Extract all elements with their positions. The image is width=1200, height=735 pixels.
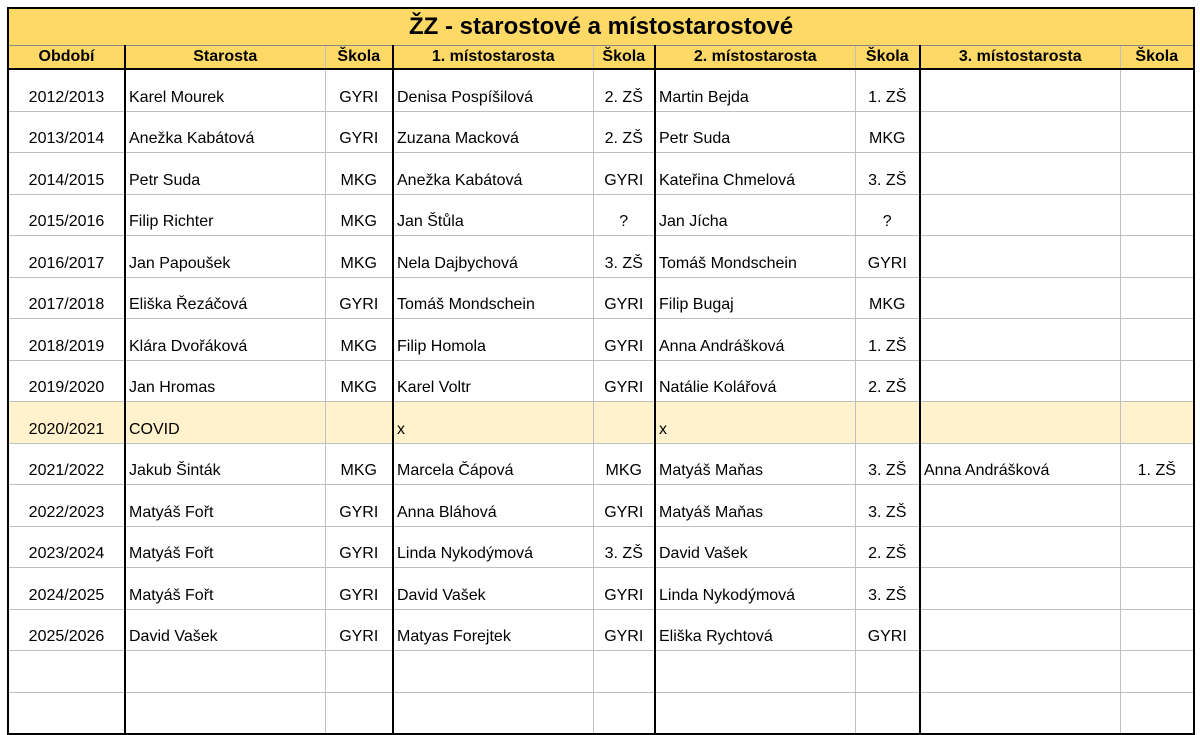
- cell-deputy1-school: GYRI: [593, 568, 655, 610]
- cell-period: 2021/2022: [8, 443, 125, 485]
- cell-mayor: Matyáš Fořt: [125, 526, 325, 568]
- cell-deputy3-school: [1120, 692, 1194, 734]
- table-row: [8, 360, 1194, 402]
- cell-deputy2: David Vašek: [655, 526, 855, 568]
- cell-deputy3-school: [1120, 609, 1194, 651]
- table-row: [8, 609, 1194, 651]
- cell-deputy2: [655, 692, 855, 734]
- cell-period: [8, 651, 125, 693]
- cell-deputy1: Zuzana Macková: [393, 111, 593, 153]
- header-deputy1: 1. místostarosta: [393, 46, 593, 70]
- header-deputy2: 2. místostarosta: [655, 46, 855, 70]
- cell-mayor-school: GYRI: [325, 609, 393, 651]
- table-row: [8, 277, 1194, 319]
- cell-deputy3: [920, 609, 1120, 651]
- cell-deputy2-school: 3. ZŠ: [855, 568, 920, 610]
- cell-period: 2025/2026: [8, 609, 125, 651]
- header-row: [8, 46, 1194, 70]
- cell-deputy1-school: 2. ZŠ: [593, 69, 655, 111]
- cell-deputy3-school: [1120, 153, 1194, 195]
- mayors-table-container: [7, 7, 1193, 672]
- cell-period: 2018/2019: [8, 319, 125, 361]
- cell-mayor: Klára Dvořáková: [125, 319, 325, 361]
- cell-mayor: Filip Richter: [125, 194, 325, 236]
- cell-deputy2-school: 1. ZŠ: [855, 319, 920, 361]
- cell-deputy3: [920, 111, 1120, 153]
- cell-period: 2019/2020: [8, 360, 125, 402]
- cell-deputy2-school: GYRI: [855, 609, 920, 651]
- cell-deputy3: [920, 69, 1120, 111]
- cell-mayor-school: MKG: [325, 360, 393, 402]
- cell-mayor-school: [325, 402, 393, 444]
- cell-deputy2-school: MKG: [855, 111, 920, 153]
- cell-mayor-school: [325, 651, 393, 693]
- cell-deputy2: Natálie Kolářová: [655, 360, 855, 402]
- cell-deputy1: Nela Dajbychová: [393, 236, 593, 278]
- cell-deputy2: Eliška Rychtová: [655, 609, 855, 651]
- cell-mayor-school: MKG: [325, 153, 393, 195]
- cell-deputy1-school: 3. ZŠ: [593, 526, 655, 568]
- cell-deputy3: [920, 485, 1120, 527]
- cell-deputy1-school: [593, 402, 655, 444]
- cell-deputy1: x: [393, 402, 593, 444]
- table-body: [8, 69, 1194, 734]
- table-row: [8, 402, 1194, 444]
- cell-deputy1-school: ?: [593, 194, 655, 236]
- cell-deputy1-school: GYRI: [593, 319, 655, 361]
- cell-period: 2020/2021: [8, 402, 125, 444]
- cell-deputy1-school: [593, 692, 655, 734]
- cell-deputy3: Anna Andrášková: [920, 443, 1120, 485]
- cell-deputy2: Anna Andrášková: [655, 319, 855, 361]
- cell-mayor: Anežka Kabátová: [125, 111, 325, 153]
- cell-mayor-school: GYRI: [325, 485, 393, 527]
- cell-deputy2: [655, 651, 855, 693]
- cell-deputy1: Karel Voltr: [393, 360, 593, 402]
- header-mayor-school: Škola: [325, 46, 393, 70]
- cell-deputy3: [920, 360, 1120, 402]
- cell-deputy2-school: 1. ZŠ: [855, 69, 920, 111]
- cell-mayor-school: GYRI: [325, 568, 393, 610]
- cell-period: 2017/2018: [8, 277, 125, 319]
- cell-deputy1-school: 2. ZŠ: [593, 111, 655, 153]
- cell-period: 2022/2023: [8, 485, 125, 527]
- cell-deputy2-school: MKG: [855, 277, 920, 319]
- table-row: [8, 692, 1194, 734]
- cell-period: 2012/2013: [8, 69, 125, 111]
- table-row: [8, 526, 1194, 568]
- cell-deputy1: Linda Nykodýmová: [393, 526, 593, 568]
- cell-deputy3: [920, 692, 1120, 734]
- cell-mayor: Jan Papoušek: [125, 236, 325, 278]
- table-row: [8, 236, 1194, 278]
- table-row: [8, 568, 1194, 610]
- cell-deputy1: [393, 651, 593, 693]
- header-deputy1-school: Škola: [593, 46, 655, 70]
- cell-deputy3-school: [1120, 194, 1194, 236]
- table-row: [8, 651, 1194, 693]
- cell-deputy2-school: 3. ZŠ: [855, 153, 920, 195]
- cell-deputy1-school: [593, 651, 655, 693]
- cell-period: 2024/2025: [8, 568, 125, 610]
- cell-deputy3-school: [1120, 402, 1194, 444]
- header-deputy3: 3. místostarosta: [920, 46, 1120, 70]
- cell-deputy3: [920, 568, 1120, 610]
- cell-period: 2013/2014: [8, 111, 125, 153]
- cell-deputy1-school: 3. ZŠ: [593, 236, 655, 278]
- cell-deputy1-school: GYRI: [593, 360, 655, 402]
- cell-mayor-school: MKG: [325, 236, 393, 278]
- cell-deputy3: [920, 319, 1120, 361]
- cell-mayor-school: GYRI: [325, 69, 393, 111]
- cell-deputy1: Denisa Pospíšilová: [393, 69, 593, 111]
- cell-deputy1: Tomáš Mondschein: [393, 277, 593, 319]
- cell-deputy1: Anna Bláhová: [393, 485, 593, 527]
- cell-deputy1: Filip Homola: [393, 319, 593, 361]
- cell-mayor: COVID: [125, 402, 325, 444]
- cell-deputy2: Matyáš Maňas: [655, 443, 855, 485]
- cell-mayor: [125, 651, 325, 693]
- cell-deputy3: [920, 651, 1120, 693]
- cell-mayor: Eliška Řezáčová: [125, 277, 325, 319]
- cell-deputy1: Matyas Forejtek: [393, 609, 593, 651]
- cell-deputy2: Kateřina Chmelová: [655, 153, 855, 195]
- cell-deputy3: [920, 236, 1120, 278]
- cell-deputy2: Petr Suda: [655, 111, 855, 153]
- cell-deputy3: [920, 526, 1120, 568]
- mayors-table: [7, 7, 1195, 735]
- cell-deputy2-school: 2. ZŠ: [855, 526, 920, 568]
- cell-deputy1-school: GYRI: [593, 277, 655, 319]
- cell-deputy2-school: 3. ZŠ: [855, 485, 920, 527]
- cell-deputy3: [920, 277, 1120, 319]
- table-row: [8, 319, 1194, 361]
- cell-deputy3-school: [1120, 111, 1194, 153]
- cell-deputy3-school: 1. ZŠ: [1120, 443, 1194, 485]
- cell-deputy2: x: [655, 402, 855, 444]
- cell-mayor-school: GYRI: [325, 277, 393, 319]
- cell-deputy1-school: GYRI: [593, 485, 655, 527]
- cell-deputy2-school: [855, 651, 920, 693]
- cell-mayor: Matyáš Fořt: [125, 568, 325, 610]
- cell-deputy2-school: GYRI: [855, 236, 920, 278]
- cell-period: 2016/2017: [8, 236, 125, 278]
- cell-deputy2: Filip Bugaj: [655, 277, 855, 319]
- cell-deputy3-school: [1120, 485, 1194, 527]
- table-row: [8, 69, 1194, 111]
- cell-deputy3-school: [1120, 568, 1194, 610]
- cell-mayor: Matyáš Fořt: [125, 485, 325, 527]
- table-row: [8, 111, 1194, 153]
- cell-deputy2: Tomáš Mondschein: [655, 236, 855, 278]
- cell-deputy3: [920, 194, 1120, 236]
- cell-deputy2-school: [855, 692, 920, 734]
- cell-mayor-school: GYRI: [325, 526, 393, 568]
- cell-deputy2: Jan Jícha: [655, 194, 855, 236]
- cell-deputy2: Martin Bejda: [655, 69, 855, 111]
- cell-deputy3-school: [1120, 319, 1194, 361]
- cell-deputy3-school: [1120, 526, 1194, 568]
- cell-mayor-school: MKG: [325, 194, 393, 236]
- cell-deputy3-school: [1120, 651, 1194, 693]
- cell-deputy1: Marcela Čápová: [393, 443, 593, 485]
- cell-deputy3-school: [1120, 277, 1194, 319]
- cell-deputy2-school: [855, 402, 920, 444]
- header-deputy2-school: Škola: [855, 46, 920, 70]
- cell-period: 2014/2015: [8, 153, 125, 195]
- cell-mayor-school: MKG: [325, 319, 393, 361]
- header-period: Období: [8, 46, 125, 70]
- table-row: [8, 153, 1194, 195]
- cell-period: [8, 692, 125, 734]
- cell-deputy1-school: GYRI: [593, 153, 655, 195]
- cell-deputy2-school: 3. ZŠ: [855, 443, 920, 485]
- cell-deputy1: Jan Štůla: [393, 194, 593, 236]
- cell-deputy3-school: [1120, 236, 1194, 278]
- cell-deputy2: Matyáš Maňas: [655, 485, 855, 527]
- cell-mayor: David Vašek: [125, 609, 325, 651]
- table-title: ŽZ - starostové a místostarostové: [8, 8, 1194, 46]
- cell-mayor-school: GYRI: [325, 111, 393, 153]
- cell-deputy1-school: MKG: [593, 443, 655, 485]
- cell-mayor: Jakub Šinták: [125, 443, 325, 485]
- header-deputy3-school: Škola: [1120, 46, 1194, 70]
- cell-mayor: Jan Hromas: [125, 360, 325, 402]
- table-row: [8, 194, 1194, 236]
- cell-deputy3-school: [1120, 360, 1194, 402]
- cell-mayor: Karel Mourek: [125, 69, 325, 111]
- cell-deputy1: Anežka Kabátová: [393, 153, 593, 195]
- cell-deputy2-school: ?: [855, 194, 920, 236]
- cell-mayor: [125, 692, 325, 734]
- table-row: [8, 485, 1194, 527]
- cell-mayor-school: MKG: [325, 443, 393, 485]
- cell-deputy3: [920, 402, 1120, 444]
- cell-deputy1-school: GYRI: [593, 609, 655, 651]
- cell-deputy2: Linda Nykodýmová: [655, 568, 855, 610]
- cell-period: 2015/2016: [8, 194, 125, 236]
- header-mayor: Starosta: [125, 46, 325, 70]
- cell-mayor: Petr Suda: [125, 153, 325, 195]
- cell-mayor-school: [325, 692, 393, 734]
- cell-deputy1: [393, 692, 593, 734]
- cell-deputy3-school: [1120, 69, 1194, 111]
- cell-deputy2-school: 2. ZŠ: [855, 360, 920, 402]
- cell-deputy1: David Vašek: [393, 568, 593, 610]
- cell-period: 2023/2024: [8, 526, 125, 568]
- table-row: [8, 443, 1194, 485]
- cell-deputy3: [920, 153, 1120, 195]
